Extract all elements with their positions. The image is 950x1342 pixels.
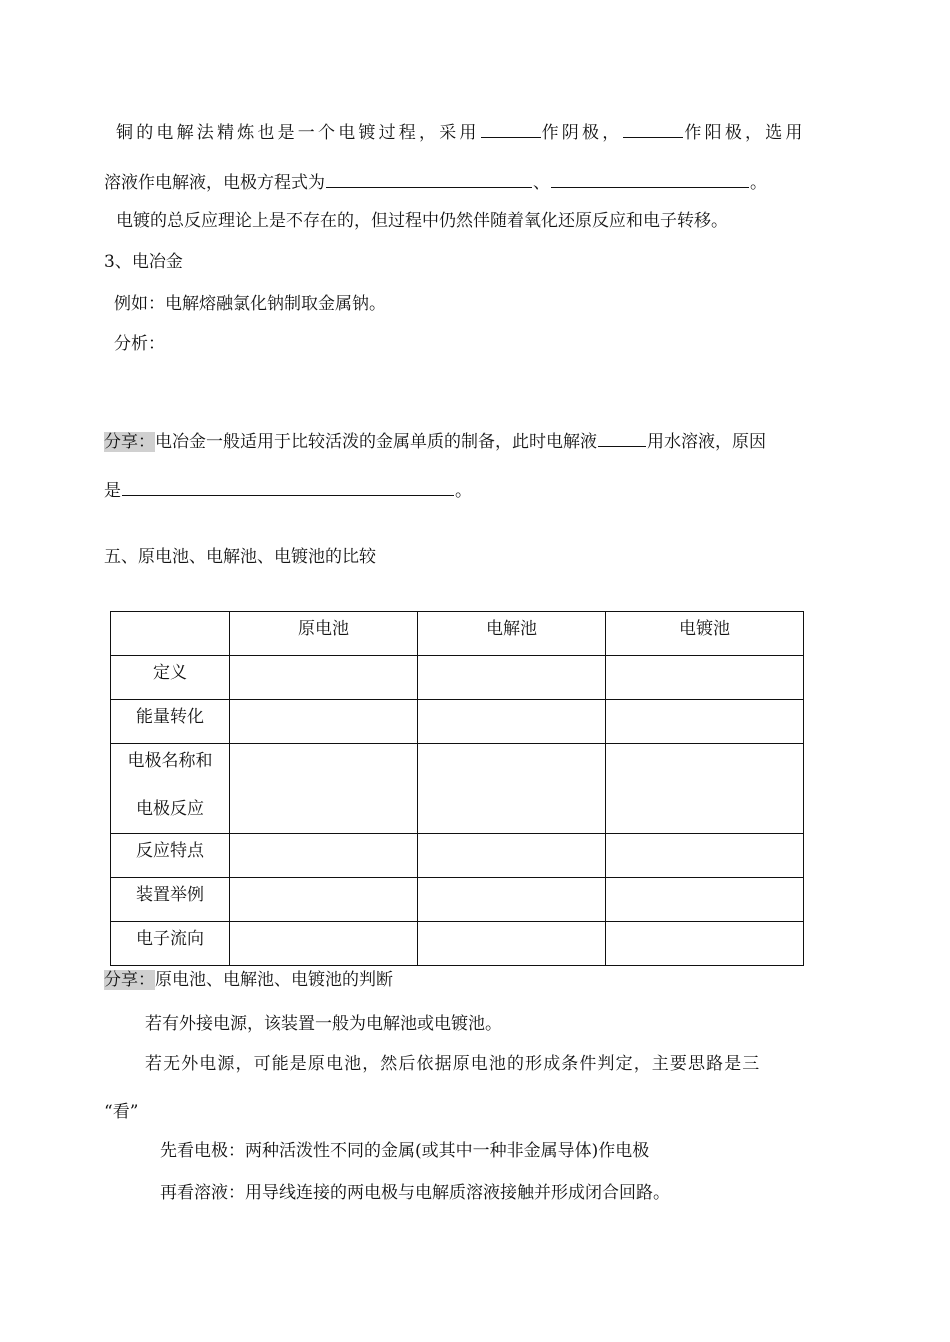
table-cell[interactable] xyxy=(418,656,606,700)
text: 、 xyxy=(533,173,550,193)
text: 原电池、电解池、电镀池的判断 xyxy=(155,970,393,990)
table-cell[interactable] xyxy=(418,744,606,834)
text: 作阴极， xyxy=(541,123,623,143)
table-row xyxy=(111,922,804,966)
row-label-line: 电极反应 xyxy=(136,799,204,819)
paragraph-copy-refining-line1 xyxy=(116,120,846,144)
text: 。 xyxy=(750,173,767,193)
table-cell[interactable] xyxy=(230,922,418,966)
row-label xyxy=(111,744,230,834)
table-cell[interactable] xyxy=(418,834,606,878)
table-cell[interactable] xyxy=(606,700,804,744)
answer-blank[interactable] xyxy=(122,478,454,496)
table-row xyxy=(111,656,804,700)
table-cell[interactable] xyxy=(418,878,606,922)
heading-text: 3、电冶金 xyxy=(104,252,183,272)
answer-blank[interactable] xyxy=(551,170,749,188)
table-cell[interactable] xyxy=(606,834,804,878)
text: 若有外接电源，该装置一般为电解池或电镀池。 xyxy=(145,1014,502,1034)
share-label: 分享： xyxy=(104,432,155,452)
table-cell[interactable] xyxy=(418,700,606,744)
answer-blank[interactable] xyxy=(598,429,646,447)
table-row xyxy=(111,878,804,922)
row-label: 定义 xyxy=(111,656,230,700)
row-label: 电子流向 xyxy=(111,922,230,966)
table-cell[interactable] xyxy=(230,700,418,744)
paragraph-no-external-power xyxy=(145,1053,760,1075)
table-cell[interactable] xyxy=(230,878,418,922)
text: 若无外电源，可能是原电池，然后依据原电池的形成条件判定，主要思路是三 xyxy=(145,1054,761,1074)
text: “看” xyxy=(104,1102,139,1122)
text: 。 xyxy=(455,481,472,501)
paragraph-external-power xyxy=(145,1013,502,1035)
table-cell[interactable] xyxy=(606,656,804,700)
text: 例如：电解熔融氯化钠制取金属钠。 xyxy=(114,294,386,314)
row-label: 装置举例 xyxy=(111,878,230,922)
share-paragraph-line2 xyxy=(104,478,472,502)
table-header-row xyxy=(111,612,804,656)
text: 电冶金一般适用于比较活泼的金属单质的制备，此时电解液 xyxy=(155,432,597,452)
paragraph-first-look xyxy=(160,1140,649,1162)
table-cell[interactable] xyxy=(418,922,606,966)
heading-text: 五、原电池、电解池、电镀池的比较 xyxy=(104,547,376,567)
text: 是 xyxy=(104,481,121,501)
paragraph-analysis xyxy=(114,333,165,355)
table-row xyxy=(111,700,804,744)
text: 作阳极，选用 xyxy=(684,123,806,143)
share-judgment-heading xyxy=(104,969,393,991)
share-label: 分享： xyxy=(104,970,155,990)
table-row xyxy=(111,834,804,878)
section-heading-comparison xyxy=(104,546,376,568)
answer-blank[interactable] xyxy=(326,170,532,188)
answer-blank[interactable] xyxy=(481,120,541,138)
text: 铜的电解法精炼也是一个电镀过程，采用 xyxy=(116,123,480,143)
text: 电镀的总反应理论上是不存在的，但过程中仍然伴随着氧化还原反应和电子转移。 xyxy=(116,211,728,231)
paragraph-copy-refining-line2 xyxy=(104,170,767,194)
table-cell[interactable] xyxy=(606,922,804,966)
row-label-line: 电极名称和 xyxy=(127,751,213,771)
section-heading-electrometallurgy xyxy=(104,251,183,273)
text: 分析： xyxy=(114,334,165,354)
table-header-cell xyxy=(111,612,230,656)
text: 溶液作电解液，电极方程式为 xyxy=(104,173,325,193)
table-cell[interactable] xyxy=(230,656,418,700)
text: 再看溶液：用导线连接的两电极与电解质溶液接触并形成闭合回路。 xyxy=(160,1183,670,1203)
row-label: 反应特点 xyxy=(111,834,230,878)
table-header-cell: 原电池 xyxy=(230,612,418,656)
table-cell[interactable] xyxy=(230,834,418,878)
answer-blank[interactable] xyxy=(623,120,683,138)
table-cell[interactable] xyxy=(606,878,804,922)
table-cell[interactable] xyxy=(606,744,804,834)
text: 用水溶液，原因 xyxy=(647,432,766,452)
row-label: 能量转化 xyxy=(111,700,230,744)
paragraph-kan xyxy=(104,1101,138,1123)
comparison-table xyxy=(110,611,804,966)
share-paragraph-line1 xyxy=(104,429,766,453)
paragraph-plating-note xyxy=(116,210,728,232)
paragraph-second-look xyxy=(160,1182,670,1204)
table-cell[interactable] xyxy=(230,744,418,834)
table-row xyxy=(111,744,804,834)
table-header-cell: 电镀池 xyxy=(606,612,804,656)
paragraph-example xyxy=(114,293,386,315)
text: 先看电极：两种活泼性不同的金属(或其中一种非金属导体)作电极 xyxy=(160,1141,650,1161)
table-header-cell: 电解池 xyxy=(418,612,606,656)
